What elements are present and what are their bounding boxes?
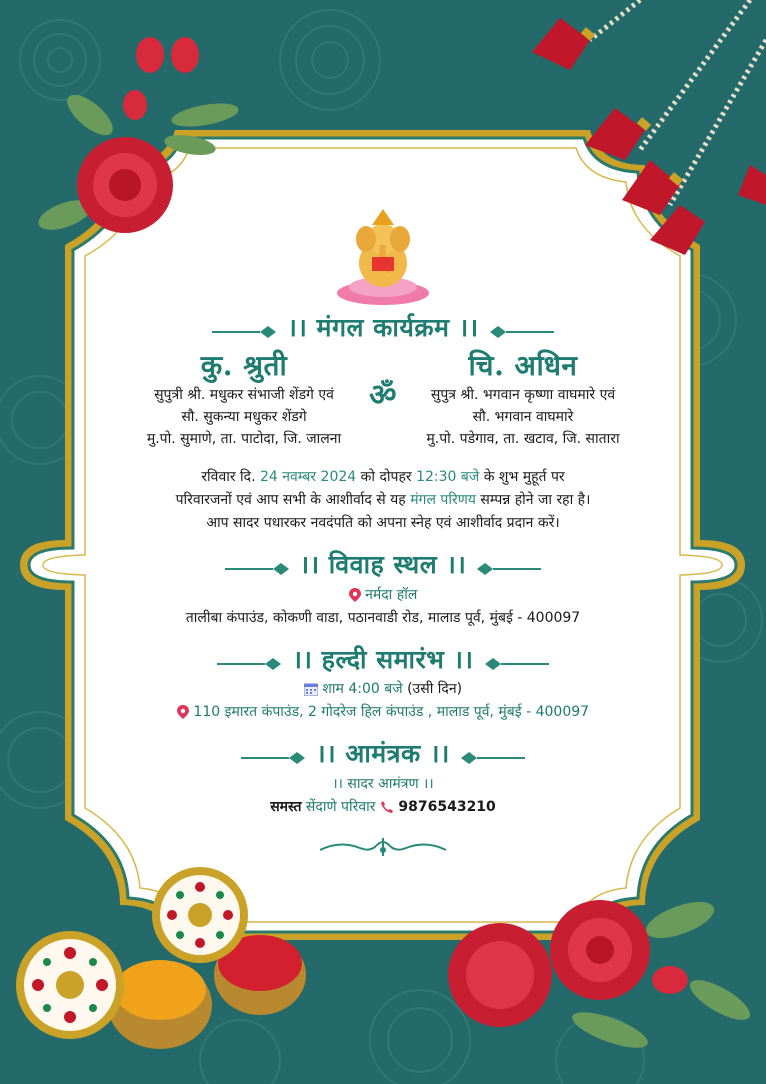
venue-name: नर्मदा हॉल — [365, 587, 418, 603]
venue-address: तालीबा कंपाउंड, कोकणी वाडा, पठानवाडी रोड, मालाड पूर्व, मुंबई - 400097 — [185, 610, 581, 626]
flourish-divider-icon — [471, 562, 541, 576]
invite-prefix: समस्त — [270, 799, 302, 815]
message-line2 — [0, 489, 766, 511]
flourish-divider-icon — [479, 657, 549, 671]
flourish-divider-icon — [241, 751, 311, 765]
message-muhurat: के शुभ मुहूर्त पर — [483, 469, 565, 485]
invite-heading-row — [0, 736, 766, 772]
bride-parents-line2: सौ. सुकन्या मधुकर शेंडगे — [181, 409, 307, 425]
message-blessing: परिवारजनों एवं आप सभी के आशीर्वाद से यह — [175, 492, 406, 508]
message-line3: आप सादर पधारकर नवदंपति को अपना स्नेह एवं आशीर्वाद प्रदान करें। — [206, 515, 560, 531]
message-line1 — [0, 466, 766, 488]
message-time: 12:30 बजे — [416, 469, 480, 485]
venue-name-row — [0, 584, 766, 606]
flourish-divider-icon — [484, 325, 554, 339]
flourish-divider-icon — [455, 751, 525, 765]
groom-address: मु.पो. पडेगाव, ता. खटाव, जि. सातारा — [426, 431, 620, 447]
venue-heading: ।। विवाह स्थल ।। — [299, 550, 467, 579]
flourish-divider-icon — [225, 562, 295, 576]
ganesha-icon — [332, 205, 434, 307]
message-afternoon: को दोपहर — [360, 469, 412, 485]
groom-parents-line2: सौ. भगवान वाघमारे — [472, 409, 574, 425]
bride-parents-line1: सुपुत्री श्री. मधुकर संभाजी शेंडगे एवं — [154, 387, 334, 403]
invite-subtitle: ।। सादर आमंत्रण ।। — [332, 776, 434, 792]
program-heading-row — [0, 310, 766, 346]
haldi-note: (उसी दिन) — [407, 681, 463, 697]
haldi-address-row — [0, 701, 766, 723]
flourish-divider-icon — [217, 657, 287, 671]
flourish-divider-icon — [212, 325, 282, 339]
message-happening: सम्पन्न होने जा रहा है। — [480, 492, 591, 508]
bride-address: मु.पो. सुमाणे, ता. पाटोदा, जि. जालना — [146, 431, 342, 447]
message-date: 24 नवम्बर 2024 — [260, 469, 357, 485]
haldi-address: 110 इमारत कंपाउंड, 2 गोदरेज हिल कंपाउंड , मालाड पूर्व, मुंबई - 400097 — [193, 704, 590, 720]
invite-family: सेंदाणे परिवार — [305, 799, 376, 815]
calendar-icon — [304, 682, 318, 696]
bride-block — [110, 348, 378, 450]
phone-icon — [380, 800, 394, 814]
om-icon: ॐ — [369, 378, 397, 413]
invite-heading: ।। आमंत्रक ।। — [316, 739, 450, 768]
message-event: मंगल परिणय — [410, 492, 476, 508]
invite-phone: 9876543210 — [398, 799, 496, 815]
haldi-time-row — [0, 678, 766, 700]
groom-parents-line1: सुपुत्र श्री. भगवान कृष्णा वाघमारे एवं — [430, 387, 616, 403]
haldi-time: शाम 4:00 बजे — [322, 681, 403, 697]
invite-signature-row — [0, 796, 766, 818]
location-pin-icon — [349, 588, 361, 602]
program-heading: ।। मंगल कार्यक्रम ।। — [287, 313, 479, 342]
groom-name: चि. अधिन — [468, 349, 578, 382]
groom-block — [390, 348, 656, 450]
venue-heading-row — [0, 547, 766, 583]
haldi-heading-row — [0, 642, 766, 678]
haldi-heading: ।। हल्दी समारंभ ।। — [292, 645, 474, 674]
flourish-divider-icon — [320, 836, 446, 860]
bride-name: कु. श्रुती — [200, 349, 288, 382]
location-pin-icon — [177, 705, 189, 719]
message-day: रविवार दि. — [201, 469, 256, 485]
